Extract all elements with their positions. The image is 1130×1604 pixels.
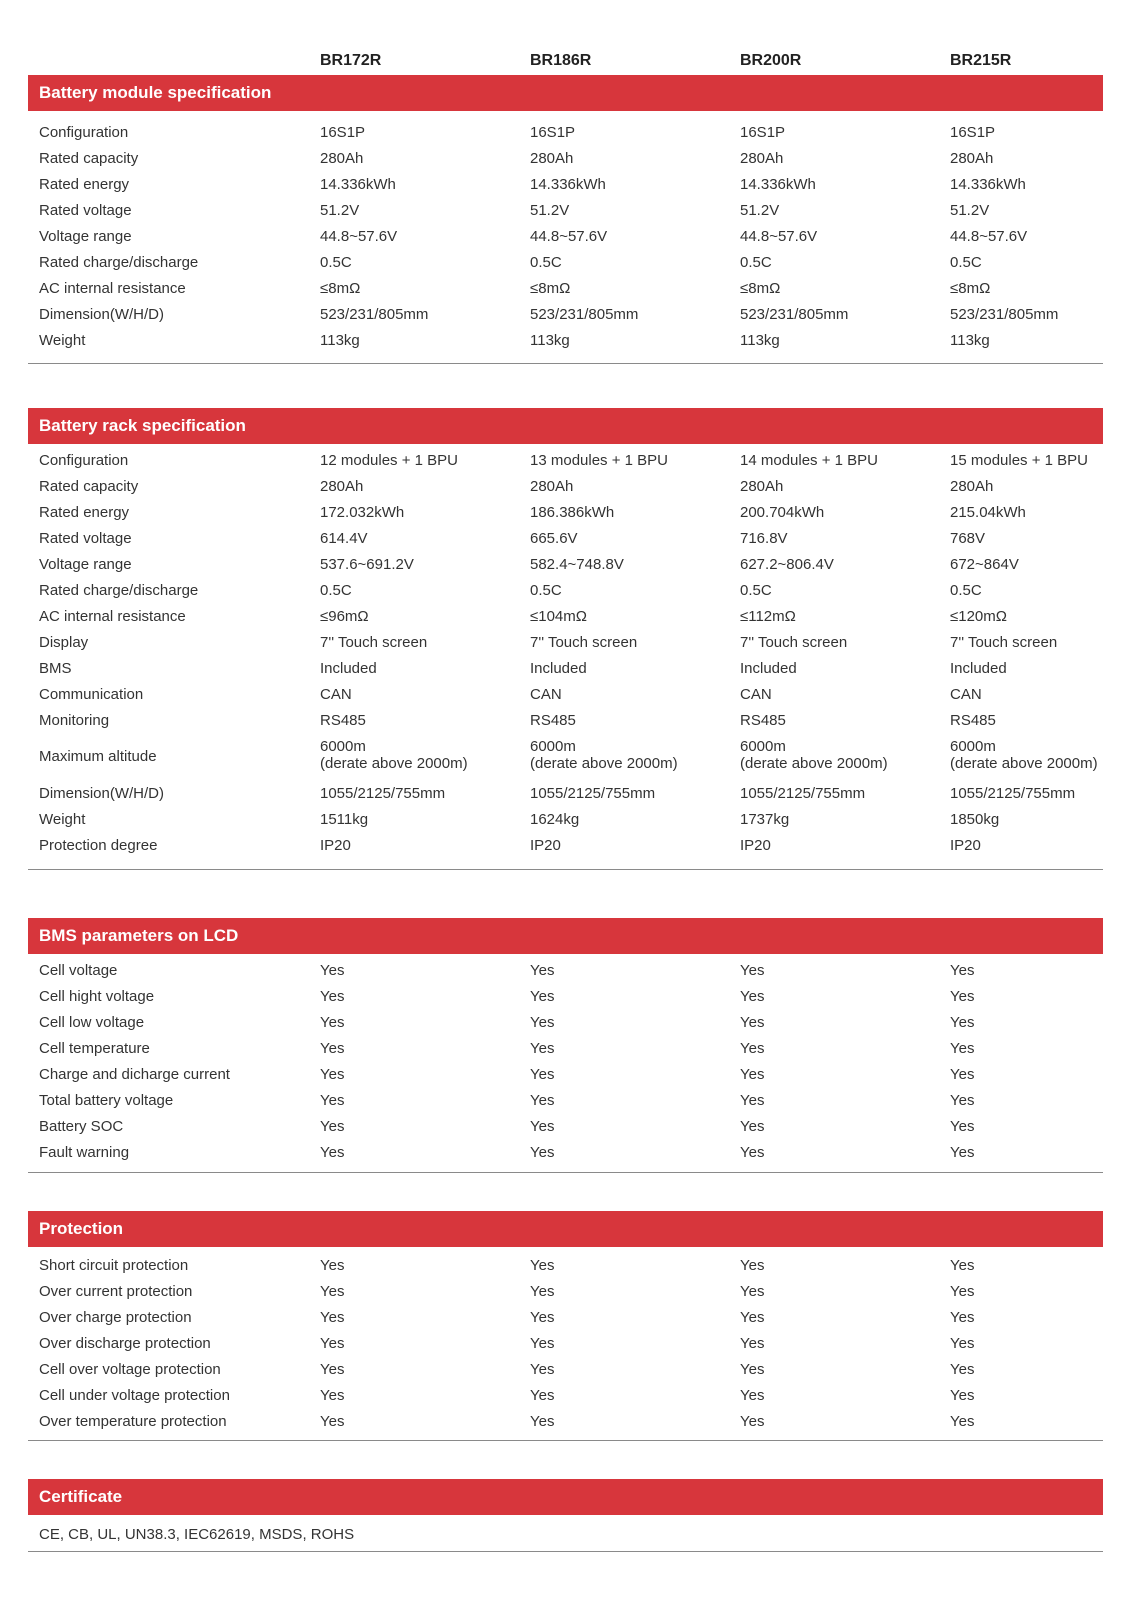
spec-value: ≤8mΩ bbox=[320, 280, 361, 297]
spec-value: Yes bbox=[950, 1040, 975, 1057]
section-divider bbox=[28, 1551, 1103, 1552]
spec-rows bbox=[28, 444, 1103, 859]
certificate-list: CE, CB, UL, UN38.3, IEC62619, MSDS, ROHS bbox=[39, 1526, 355, 1543]
spec-label: Communication bbox=[39, 686, 144, 703]
spec-value: 44.8~57.6V bbox=[320, 228, 398, 245]
spec-label: AC internal resistance bbox=[39, 280, 186, 297]
spec-row bbox=[28, 1305, 1103, 1331]
spec-value: ≤8mΩ bbox=[740, 280, 781, 297]
spec-value: 14.336kWh bbox=[530, 176, 606, 193]
bms-section bbox=[28, 918, 1103, 1166]
section-title: Certificate bbox=[28, 1479, 1103, 1515]
spec-value: 113kg bbox=[950, 332, 990, 349]
spec-value: Yes bbox=[740, 962, 765, 979]
spec-value: Yes bbox=[950, 988, 975, 1005]
section-title: Battery rack specification bbox=[28, 408, 1103, 444]
model-header bbox=[28, 52, 1103, 74]
spec-value: CAN bbox=[320, 686, 352, 703]
spec-label: Monitoring bbox=[39, 712, 110, 729]
spec-value: Included bbox=[530, 660, 587, 677]
spec-value: 672~864V bbox=[950, 556, 1019, 573]
spec-value: Included bbox=[950, 660, 1007, 677]
spec-value: 200.704kWh bbox=[740, 504, 825, 521]
spec-value: Yes bbox=[740, 1309, 765, 1326]
spec-row bbox=[28, 474, 1103, 500]
spec-label: Maximum altitude bbox=[39, 748, 157, 765]
spec-value: 44.8~57.6V bbox=[740, 228, 818, 245]
spec-value: Yes bbox=[950, 1014, 975, 1031]
spec-row bbox=[28, 172, 1103, 198]
spec-value: 7'' Touch screen bbox=[740, 634, 848, 651]
spec-value: Yes bbox=[530, 1283, 555, 1300]
spec-label: Configuration bbox=[39, 452, 129, 469]
spec-value: Yes bbox=[740, 1014, 765, 1031]
spec-label: Voltage range bbox=[39, 556, 132, 573]
spec-value: Yes bbox=[950, 1283, 975, 1300]
model-br172r: BR172R bbox=[320, 52, 382, 69]
spec-value: IP20 bbox=[950, 837, 981, 854]
spec-value: 113kg bbox=[530, 332, 570, 349]
spec-label: Display bbox=[39, 634, 89, 651]
spec-value: 44.8~57.6V bbox=[530, 228, 608, 245]
spec-label: Battery SOC bbox=[39, 1118, 124, 1135]
spec-label: Rated capacity bbox=[39, 150, 139, 167]
spec-value: 0.5C bbox=[740, 582, 772, 599]
spec-value: Yes bbox=[530, 1309, 555, 1326]
spec-value: Yes bbox=[320, 988, 345, 1005]
spec-value: IP20 bbox=[530, 837, 561, 854]
spec-value: 0.5C bbox=[740, 254, 772, 271]
spec-label: Over discharge protection bbox=[39, 1335, 211, 1352]
spec-value: 16S1P bbox=[740, 124, 786, 141]
spec-value: 0.5C bbox=[530, 254, 562, 271]
spec-value: Yes bbox=[740, 1283, 765, 1300]
spec-value: ≤120mΩ bbox=[950, 608, 1007, 625]
spec-row bbox=[28, 302, 1103, 328]
spec-value: Yes bbox=[740, 1040, 765, 1057]
spec-value: ≤8mΩ bbox=[530, 280, 571, 297]
spec-value: ≤104mΩ bbox=[530, 608, 587, 625]
section-title: BMS parameters on LCD bbox=[28, 918, 1103, 954]
model-br200r: BR200R bbox=[740, 52, 802, 69]
spec-value: 280Ah bbox=[530, 478, 574, 495]
spec-value: Yes bbox=[950, 1144, 975, 1161]
spec-value: 280Ah bbox=[320, 150, 364, 167]
spec-row bbox=[28, 1357, 1103, 1383]
spec-row bbox=[28, 682, 1103, 708]
spec-value: 14 modules + 1 BPU bbox=[740, 452, 878, 469]
spec-value: ≤8mΩ bbox=[950, 280, 991, 297]
spec-value: 280Ah bbox=[740, 150, 784, 167]
spec-value: Yes bbox=[530, 1387, 555, 1404]
spec-row bbox=[28, 1062, 1103, 1088]
spec-row bbox=[28, 1331, 1103, 1357]
spec-value: 280Ah bbox=[950, 150, 994, 167]
spec-value: Yes bbox=[320, 1092, 345, 1109]
spec-label: Fault warning bbox=[39, 1144, 130, 1161]
spec-rows bbox=[28, 111, 1103, 354]
spec-row bbox=[28, 833, 1103, 859]
spec-value: Yes bbox=[530, 1361, 555, 1378]
spec-value: Yes bbox=[950, 1413, 975, 1430]
spec-row bbox=[28, 552, 1103, 578]
spec-row bbox=[28, 984, 1103, 1010]
spec-value: 1055/2125/755mm bbox=[950, 785, 1076, 802]
spec-value: 51.2V bbox=[950, 202, 990, 219]
spec-value: 280Ah bbox=[530, 150, 574, 167]
spec-value: 523/231/805mm bbox=[530, 306, 639, 323]
section-divider bbox=[28, 1172, 1103, 1173]
spec-rows bbox=[28, 954, 1103, 1166]
spec-value: Yes bbox=[950, 1066, 975, 1083]
spec-value: 16S1P bbox=[950, 124, 996, 141]
spec-row bbox=[28, 630, 1103, 656]
spec-value: Yes bbox=[950, 1335, 975, 1352]
spec-value: Yes bbox=[740, 1118, 765, 1135]
spec-row bbox=[28, 1036, 1103, 1062]
spec-value: Yes bbox=[740, 988, 765, 1005]
spec-label: Configuration bbox=[39, 124, 129, 141]
spec-row bbox=[28, 1140, 1103, 1166]
spec-value: Yes bbox=[740, 1335, 765, 1352]
spec-row bbox=[28, 1114, 1103, 1140]
spec-value: 582.4~748.8V bbox=[530, 556, 624, 573]
spec-value: Yes bbox=[320, 1014, 345, 1031]
spec-row bbox=[28, 250, 1103, 276]
spec-value: 7'' Touch screen bbox=[530, 634, 638, 651]
certificate-section bbox=[28, 1479, 1103, 1543]
spec-value: 51.2V bbox=[530, 202, 570, 219]
spec-row bbox=[28, 781, 1103, 807]
spec-value: 0.5C bbox=[320, 254, 352, 271]
spec-value: 16S1P bbox=[530, 124, 576, 141]
spec-value: Yes bbox=[320, 1144, 345, 1161]
spec-value: 280Ah bbox=[320, 478, 364, 495]
spec-value: RS485 bbox=[320, 712, 366, 729]
spec-value: 14.336kWh bbox=[950, 176, 1026, 193]
spec-label: Over charge protection bbox=[39, 1309, 192, 1326]
spec-label: Rated charge/discharge bbox=[39, 254, 199, 271]
spec-row bbox=[28, 276, 1103, 302]
spec-label: Dimension(W/H/D) bbox=[39, 306, 165, 323]
spec-row bbox=[28, 807, 1103, 833]
spec-value: CAN bbox=[950, 686, 982, 703]
spec-value: Yes bbox=[530, 962, 555, 979]
spec-row bbox=[28, 146, 1103, 172]
spec-value: 1624kg bbox=[530, 811, 580, 828]
spec-label: Cell hight voltage bbox=[39, 988, 155, 1005]
spec-value: 537.6~691.2V bbox=[320, 556, 414, 573]
spec-value: Yes bbox=[950, 1309, 975, 1326]
spec-value: 716.8V bbox=[740, 530, 788, 547]
spec-row bbox=[28, 958, 1103, 984]
spec-value: Yes bbox=[740, 1092, 765, 1109]
spec-value: Yes bbox=[320, 1283, 345, 1300]
spec-row bbox=[28, 1253, 1103, 1279]
spec-row bbox=[28, 328, 1103, 354]
spec-value: Yes bbox=[950, 962, 975, 979]
spec-value: 768V bbox=[950, 530, 986, 547]
spec-value: 0.5C bbox=[950, 582, 982, 599]
spec-value: 51.2V bbox=[320, 202, 360, 219]
spec-value: Yes bbox=[950, 1092, 975, 1109]
spec-value: 1055/2125/755mm bbox=[530, 785, 656, 802]
spec-value: 1055/2125/755mm bbox=[320, 785, 446, 802]
rack-section bbox=[28, 408, 1103, 859]
spec-value: 14.336kWh bbox=[740, 176, 816, 193]
spec-value: 1850kg bbox=[950, 811, 1000, 828]
spec-value: 7'' Touch screen bbox=[950, 634, 1058, 651]
section-divider bbox=[28, 869, 1103, 870]
spec-value: 1737kg bbox=[740, 811, 790, 828]
spec-value: 113kg bbox=[740, 332, 780, 349]
spec-value: 15 modules + 1 BPU bbox=[950, 452, 1088, 469]
spec-label: Voltage range bbox=[39, 228, 132, 245]
spec-value: 51.2V bbox=[740, 202, 780, 219]
protection-section bbox=[28, 1211, 1103, 1435]
section-title: Protection bbox=[28, 1211, 1103, 1247]
spec-label: Protection degree bbox=[39, 837, 158, 854]
spec-value: Yes bbox=[320, 1413, 345, 1430]
spec-value: ≤112mΩ bbox=[740, 608, 796, 625]
spec-label: Rated voltage bbox=[39, 530, 132, 547]
spec-row bbox=[28, 1088, 1103, 1114]
spec-label: Weight bbox=[39, 811, 86, 828]
spec-value: Yes bbox=[950, 1387, 975, 1404]
spec-label: Charge and dicharge current bbox=[39, 1066, 230, 1083]
model-br215r: BR215R bbox=[950, 52, 1012, 69]
spec-label: Rated charge/discharge bbox=[39, 582, 199, 599]
spec-label: Cell over voltage protection bbox=[39, 1361, 221, 1378]
spec-row bbox=[28, 120, 1103, 146]
spec-value: 523/231/805mm bbox=[320, 306, 429, 323]
spec-value: ≤96mΩ bbox=[320, 608, 369, 625]
spec-value: 280Ah bbox=[740, 478, 784, 495]
spec-value: 215.04kWh bbox=[950, 504, 1026, 521]
spec-label: Rated capacity bbox=[39, 478, 139, 495]
spec-value: Yes bbox=[320, 1118, 345, 1135]
spec-label: Dimension(W/H/D) bbox=[39, 785, 165, 802]
spec-label: AC internal resistance bbox=[39, 608, 186, 625]
spec-value: Yes bbox=[740, 1257, 765, 1274]
section-divider bbox=[28, 1440, 1103, 1441]
spec-value: Yes bbox=[530, 1040, 555, 1057]
spec-value: Yes bbox=[320, 1066, 345, 1083]
spec-row bbox=[28, 198, 1103, 224]
spec-value: Included bbox=[740, 660, 797, 677]
spec-value: 6000m (derate above 2000m) bbox=[320, 738, 468, 772]
spec-value: Yes bbox=[320, 1257, 345, 1274]
spec-value: 113kg bbox=[320, 332, 360, 349]
spec-value: 665.6V bbox=[530, 530, 578, 547]
spec-value: 0.5C bbox=[320, 582, 352, 599]
spec-value: 1511kg bbox=[320, 811, 369, 828]
spec-value: 1055/2125/755mm bbox=[740, 785, 866, 802]
spec-value: Yes bbox=[320, 1361, 345, 1378]
spec-value: 614.4V bbox=[320, 530, 368, 547]
spec-row bbox=[28, 656, 1103, 682]
spec-value: Yes bbox=[530, 1066, 555, 1083]
spec-value: Yes bbox=[530, 1335, 555, 1352]
spec-value: Yes bbox=[950, 1257, 975, 1274]
spec-value: Yes bbox=[530, 988, 555, 1005]
spec-label: Rated energy bbox=[39, 504, 130, 521]
spec-value: Yes bbox=[320, 1335, 345, 1352]
spec-label: Over current protection bbox=[39, 1283, 193, 1300]
spec-label: Rated energy bbox=[39, 176, 130, 193]
spec-row bbox=[28, 578, 1103, 604]
spec-value: Yes bbox=[530, 1144, 555, 1161]
spec-value: 280Ah bbox=[950, 478, 994, 495]
spec-label: Rated voltage bbox=[39, 202, 132, 219]
spec-rows bbox=[28, 1247, 1103, 1435]
spec-value: Yes bbox=[740, 1413, 765, 1430]
spec-value: 523/231/805mm bbox=[950, 306, 1059, 323]
spec-value: CAN bbox=[740, 686, 772, 703]
spec-value: Yes bbox=[530, 1118, 555, 1135]
spec-value: Yes bbox=[740, 1066, 765, 1083]
spec-row bbox=[28, 1383, 1103, 1409]
spec-value: IP20 bbox=[740, 837, 771, 854]
spec-value: 13 modules + 1 BPU bbox=[530, 452, 668, 469]
spec-value: Yes bbox=[950, 1118, 975, 1135]
spec-label: Cell low voltage bbox=[39, 1014, 145, 1031]
spec-value: Yes bbox=[530, 1413, 555, 1430]
module-section bbox=[28, 75, 1103, 354]
spec-value: 14.336kWh bbox=[320, 176, 396, 193]
section-divider bbox=[28, 363, 1103, 364]
spec-value: Yes bbox=[320, 1387, 345, 1404]
spec-value: 627.2~806.4V bbox=[740, 556, 834, 573]
spec-row bbox=[28, 1010, 1103, 1036]
spec-value: 12 modules + 1 BPU bbox=[320, 452, 458, 469]
spec-value: Yes bbox=[320, 962, 345, 979]
spec-row bbox=[28, 500, 1103, 526]
spec-label: Weight bbox=[39, 332, 86, 349]
spec-value: Yes bbox=[530, 1092, 555, 1109]
model-br186r: BR186R bbox=[530, 52, 592, 69]
spec-label: Cell under voltage protection bbox=[39, 1387, 230, 1404]
spec-value: 6000m (derate above 2000m) bbox=[740, 738, 888, 772]
spec-row bbox=[28, 734, 1103, 781]
spec-value: CAN bbox=[530, 686, 562, 703]
spec-value: RS485 bbox=[950, 712, 996, 729]
spec-row bbox=[28, 604, 1103, 630]
spec-label: Short circuit protection bbox=[39, 1257, 189, 1274]
spec-label: Cell temperature bbox=[39, 1040, 150, 1057]
spec-row bbox=[28, 708, 1103, 734]
spec-value: 0.5C bbox=[950, 254, 982, 271]
spec-label: Over temperature protection bbox=[39, 1413, 227, 1430]
spec-value: 172.032kWh bbox=[320, 504, 405, 521]
section-title: Battery module specification bbox=[28, 75, 1103, 111]
spec-row bbox=[28, 1279, 1103, 1305]
spec-value: Yes bbox=[740, 1144, 765, 1161]
spec-value: Yes bbox=[530, 1014, 555, 1031]
spec-value: 6000m (derate above 2000m) bbox=[530, 738, 678, 772]
spec-value: Yes bbox=[530, 1257, 555, 1274]
spec-value: RS485 bbox=[530, 712, 576, 729]
spec-value: 44.8~57.6V bbox=[950, 228, 1028, 245]
spec-value: Yes bbox=[950, 1361, 975, 1378]
spec-row bbox=[28, 526, 1103, 552]
spec-label: BMS bbox=[39, 660, 72, 677]
spec-value: 16S1P bbox=[320, 124, 366, 141]
spec-value: Yes bbox=[740, 1361, 765, 1378]
spec-value: IP20 bbox=[320, 837, 351, 854]
spec-value: Yes bbox=[740, 1387, 765, 1404]
spec-value: Yes bbox=[320, 1309, 345, 1326]
spec-row bbox=[28, 448, 1103, 474]
spec-value: Included bbox=[320, 660, 377, 677]
spec-row bbox=[28, 224, 1103, 250]
spec-value: 186.386kWh bbox=[530, 504, 615, 521]
spec-value: RS485 bbox=[740, 712, 786, 729]
spec-value: 523/231/805mm bbox=[740, 306, 849, 323]
spec-value: 7'' Touch screen bbox=[320, 634, 428, 651]
spec-row bbox=[28, 1409, 1103, 1435]
spec-label: Cell voltage bbox=[39, 962, 118, 979]
spec-value: 6000m (derate above 2000m) bbox=[950, 738, 1098, 772]
spec-value: Yes bbox=[320, 1040, 345, 1057]
spec-value: 0.5C bbox=[530, 582, 562, 599]
spec-label: Total battery voltage bbox=[39, 1092, 174, 1109]
